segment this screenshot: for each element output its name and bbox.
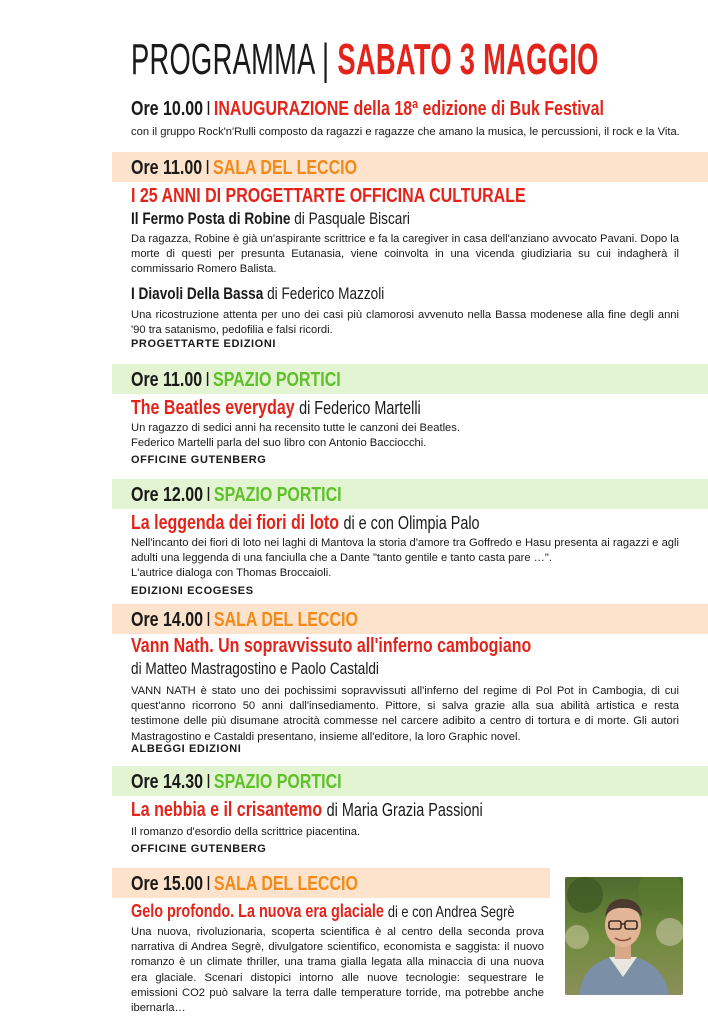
event-time-venue	[131, 368, 341, 392]
event-venue: SPAZIO PORTICI	[213, 484, 342, 506]
book-title: Il Fermo Posta di Robine	[131, 209, 291, 228]
event-time: Ore 11.00	[131, 369, 203, 391]
event-time: Ore 12.00	[131, 484, 204, 506]
event-time-venue	[131, 608, 358, 632]
book-author: di Pasquale Biscari	[294, 209, 410, 228]
event-separator: I	[206, 771, 211, 793]
event-separator: I	[206, 873, 211, 895]
event-description: con il gruppo Rock'n'Rulli composto da ragazzi e ragazze che amano la musica, le percussioni, il rock e la Vita.	[131, 126, 680, 138]
page-title	[131, 36, 599, 84]
book-title: I Diavoli Della Bassa	[131, 284, 264, 303]
event-title-line	[131, 396, 421, 420]
event-author: di e con Andrea Segrè	[387, 904, 515, 921]
event-venue: SALA DEL LECCIO	[213, 873, 358, 895]
event-publisher: PROGETTARTE EDIZIONI	[131, 338, 277, 350]
event-description: Il romanzo d'esordio della scrittrice piacentina.	[131, 826, 361, 838]
event-title-line	[131, 798, 483, 822]
event-publisher: OFFICINE GUTENBERG	[131, 454, 267, 466]
event-separator: I	[205, 369, 210, 391]
event-title: La nebbia e il crisantemo	[131, 799, 323, 821]
event-title: La leggenda dei fiori di loto	[131, 512, 340, 534]
event-separator: I	[206, 609, 211, 631]
event-description-line: Un ragazzo di sedici anni ha recensito tutte le canzoni dei Beatles.	[131, 422, 460, 434]
book-heading	[131, 284, 384, 304]
event-description: VANN NATH è stato uno dei pochissimi sopravvissuti all'inferno del regime di Pol Pot in Cambogia, di cui quest'anno ricorrono 50 anni dall'insediamento. Pittore, si salva grazie alla sua abilità artistica e resta testimone delle più disumane atrocità commesse nel carcere adibito a centro di tortura e di morte. Gli autori Mastragostino e Castaldi presentano, insieme all'editore, la loro Graphic novel.	[131, 685, 679, 743]
event-time-venue	[131, 483, 342, 507]
event-separator: I	[206, 98, 211, 120]
event-publisher: ALBEGGI EDIZIONI	[131, 743, 242, 755]
event-time: Ore 14.30	[131, 771, 204, 793]
book-description: Da ragazza, Robine è già un'aspirante scrittrice e fa la caregiver in casa dell'anziano avvocato Pavani. Dopo la morte di questi per presunta Eutanasia, viene coinvolta in una vicenda giudiziaria su cui indagherà il commissario Romero Balista.	[131, 233, 679, 276]
event-description-line: Federico Martelli parla del suo libro con Antonio Bacciocchi.	[131, 437, 427, 450]
event-description-text: Nell'incanto dei fiori di loto nei laghi di Mantova la storia d'amore tra Goffredo e Hasu presenta ai ragazzi e agli adulti una leggenda di una fanciulla che a Dante "tanto gentile e tanto casta pare …".	[131, 537, 679, 565]
event-time: Ore 14.00	[131, 609, 204, 631]
event-publisher: OFFICINE GUTENBERG	[131, 843, 267, 855]
event-title: Gelo profondo. La nuova era glaciale	[131, 901, 384, 921]
book-author: di Federico Mazzoli	[267, 284, 385, 303]
event-venue: SPAZIO PORTICI	[213, 771, 342, 793]
page-title-programma: PROGRAMMA |	[131, 35, 330, 84]
event-author: di e con Olimpia Palo	[343, 513, 480, 533]
event-description: Una nuova, rivoluzionaria, scoperta scientifica è al centro della seconda prova narrativa di Andrea Segrè, divulgatore scientifico, economista e saggista: il nuovo romanzo è un climate thriller, una trama gialla legata alla minaccia di una nuova era glaciale. Scenari distopici intorno alle nuove tecnologie: sequestrare le emissioni CO2 può salvare la terra dalle temperature torride, ma potrebbe anche ibernarla…	[131, 926, 544, 1015]
event-venue: SALA DEL LECCIO	[213, 157, 358, 179]
event-description	[131, 421, 679, 451]
event-venue: SPAZIO PORTICI	[213, 369, 341, 391]
event-separator: I	[206, 484, 211, 506]
event-title: I 25 ANNI DI PROGETTARTE OFFICINA CULTURALE	[131, 185, 526, 207]
event-title: The Beatles everyday	[131, 397, 295, 419]
page-title-date: SABATO 3 MAGGIO	[337, 35, 599, 84]
event-publisher: EDIZIONI ECOGESES	[131, 585, 254, 597]
event-inaugurazione-heading	[131, 97, 604, 121]
event-time-venue	[131, 872, 358, 896]
event-author: di Maria Grazia Passioni	[326, 800, 483, 820]
event-author: di Federico Martelli	[299, 398, 421, 418]
book-heading	[131, 209, 410, 229]
event-title-line	[131, 511, 480, 535]
event-headline: INAUGURAZIONE della 18ª edizione di Buk Festival	[213, 98, 604, 120]
event-description-extra: L'autrice dialoga con Thomas Broccaioli.	[131, 567, 332, 580]
event-description	[131, 536, 679, 582]
event-time: Ore 10.00	[131, 98, 204, 120]
book-description: Una ricostruzione attenta per uno dei casi più clamorosi avvenuto nella Bassa modenese alla fine degli anni '90 tra satanismo, pedofilia e falsi ricordi.	[131, 309, 679, 337]
event-venue: SALA DEL LECCIO	[213, 609, 358, 631]
event-time-venue	[131, 156, 357, 180]
event-title: Vann Nath. Un sopravvissuto all'inferno cambogiano	[131, 635, 532, 657]
event-title-line	[131, 899, 515, 925]
author-portrait-image	[565, 877, 683, 995]
event-time-venue	[131, 770, 342, 794]
event-author: di Matteo Mastragostino e Paolo Castaldi	[131, 659, 379, 678]
event-time: Ore 11.00	[131, 157, 203, 179]
event-separator: I	[205, 157, 210, 179]
event-time: Ore 15.00	[131, 873, 204, 895]
author-photo	[565, 877, 683, 995]
